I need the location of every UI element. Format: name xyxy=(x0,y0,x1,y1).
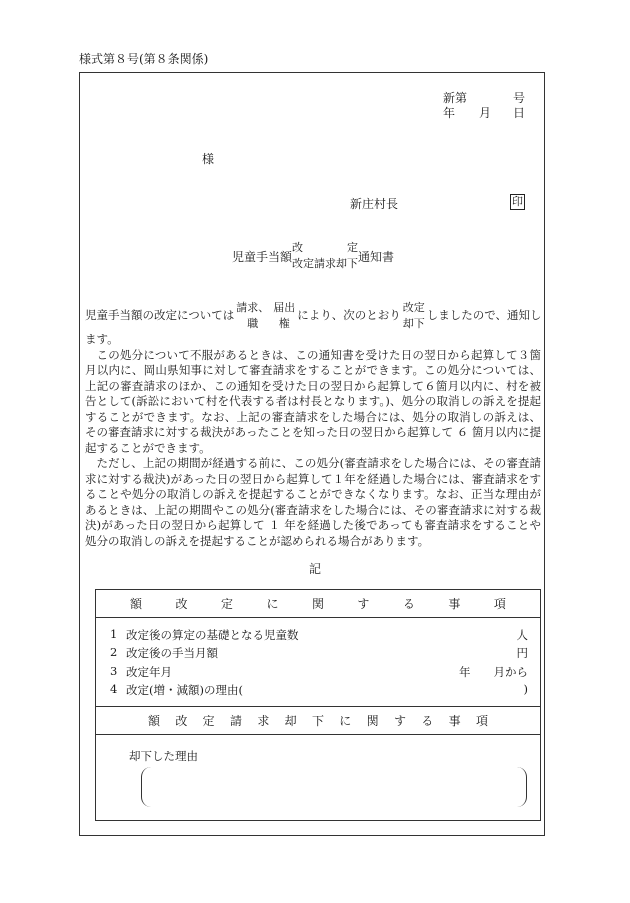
document-title xyxy=(232,240,394,272)
appeal-paragraph: この処分について不服があるときは、この通知書を受けた日の翌日から起算して３箇月以内に、岡山県知事に対して審査請求をすることができます。この処分については、上記の審査請求のほか、この通知を受けた日の翌日から起算して６箇月以内に、村を被告として(訴訟において村を代表する者は村長となります。)、処分の取消しの訴えを提起することができます。なお、上記の審査請求をした場合には、処分の取消しの訴えは、その審査請求に対する裁決があったことを知った日の翌日から起算して ６ 箇月以内に提起することができます。 xyxy=(85,347,541,455)
item-label: 改定年月 xyxy=(126,665,172,679)
item-number: 3 xyxy=(110,664,118,678)
option-shoku: 職 xyxy=(247,317,259,330)
option-todokede: 届出 xyxy=(273,301,296,314)
seal-mark: 印 xyxy=(512,195,523,208)
item-child-count xyxy=(110,627,528,643)
rejection-reason-bracket xyxy=(141,767,527,807)
proviso-paragraph: ただし、上記の期間が経過する前に、この処分(審査請求をした場合には、その審査請求に対する裁決)があった日の翌日から起算して１年を経過した場合には、審査請求をすることや処分の取消しの訴えを提起することができなくなります。なお、正当な理由があるときは、上記の期間やこの処分(審査請求をした場合には、その審査請求に対する裁決)があった日の翌日から起算して １ 年を経過した後であっても審査請求をすることや処分の取消しの訴えを提起することが認められる場合があります。 xyxy=(85,456,541,548)
title-option-tei: 定 xyxy=(347,241,359,254)
form-label: 様式第８号(第８条関係) xyxy=(79,52,209,66)
date-year: 年 xyxy=(443,106,456,120)
heading-char: 定 xyxy=(202,714,215,728)
heading-char: 関 xyxy=(311,597,324,611)
body-line1-d: ます。 xyxy=(85,332,119,346)
heading-char: 求 xyxy=(257,714,270,728)
item-label: 改定(増・減額)の理由( xyxy=(126,683,243,697)
title-prefix: 児童手当額 xyxy=(232,249,293,264)
body-text xyxy=(85,300,541,549)
item-revision-date xyxy=(110,664,528,680)
heading-char: 下 xyxy=(311,714,324,728)
heading-char: に xyxy=(339,714,352,728)
ki-mark: 記 xyxy=(309,562,322,576)
item-number: 1 xyxy=(110,627,118,641)
title-option-rejection: 改定請求却下 xyxy=(292,257,359,270)
heading-char: 改 xyxy=(175,714,188,728)
heading-char: る xyxy=(421,714,434,728)
date-day: 日 xyxy=(513,106,526,120)
option-kyakka: 却下 xyxy=(402,317,425,330)
item-number: 4 xyxy=(110,682,118,696)
body-line1-b: により、次のとおり xyxy=(297,308,401,323)
heading-char: 項 xyxy=(493,597,506,611)
addressee-honorific: 様 xyxy=(202,152,215,166)
item-label: 改定後の算定の基礎となる児童数 xyxy=(126,628,299,642)
heading-char: 額 xyxy=(130,597,143,611)
option-kaitei: 改定 xyxy=(402,301,425,314)
heading-char: す xyxy=(357,597,370,611)
section-amount-revision-heading xyxy=(96,590,540,618)
heading-char: 事 xyxy=(448,714,461,728)
item-unit: 年 月から xyxy=(459,665,528,679)
item-revision-reason xyxy=(110,682,528,698)
title-suffix: 通知書 xyxy=(358,249,395,264)
body-first-line xyxy=(85,300,541,332)
body-line1-c: しましたので、通知し xyxy=(426,308,542,323)
heading-char: 項 xyxy=(475,714,488,728)
title-options xyxy=(292,240,358,272)
item-monthly-amount xyxy=(110,645,528,661)
item-number: 2 xyxy=(110,645,118,659)
item-label: 改定後の手当月額 xyxy=(126,646,218,660)
heading-char: 定 xyxy=(220,597,233,611)
notice-number-prefix: 新第 xyxy=(443,91,468,105)
item-unit: 円 xyxy=(516,646,528,660)
notice-number-suffix: 号 xyxy=(513,91,526,105)
option-group-1 xyxy=(236,300,269,332)
item-unit: 人 xyxy=(516,628,528,642)
heading-char: 改 xyxy=(175,597,188,611)
option-ken: 権 xyxy=(278,317,290,330)
heading-char: 事 xyxy=(448,597,461,611)
date-month: 月 xyxy=(479,106,492,120)
heading-char: す xyxy=(393,714,406,728)
heading-char: る xyxy=(402,597,415,611)
option-group-2 xyxy=(273,300,295,332)
title-option-kai: 改 xyxy=(292,241,304,254)
section-rejection-heading xyxy=(96,706,540,735)
body-line1-a: 児童手当額の改定については xyxy=(85,308,235,323)
rejection-reason-label: 却下した理由 xyxy=(129,749,198,763)
option-seikyu: 請求、 xyxy=(236,301,270,314)
heading-char: に xyxy=(266,597,279,611)
details-table xyxy=(95,589,541,821)
option-group-3 xyxy=(403,300,425,332)
item-unit: ) xyxy=(523,682,528,696)
heading-char: 請 xyxy=(229,714,242,728)
heading-char: 額 xyxy=(148,714,161,728)
issuer-name: 新庄村長 xyxy=(350,197,399,211)
heading-char: 関 xyxy=(366,714,379,728)
heading-char: 却 xyxy=(284,714,297,728)
